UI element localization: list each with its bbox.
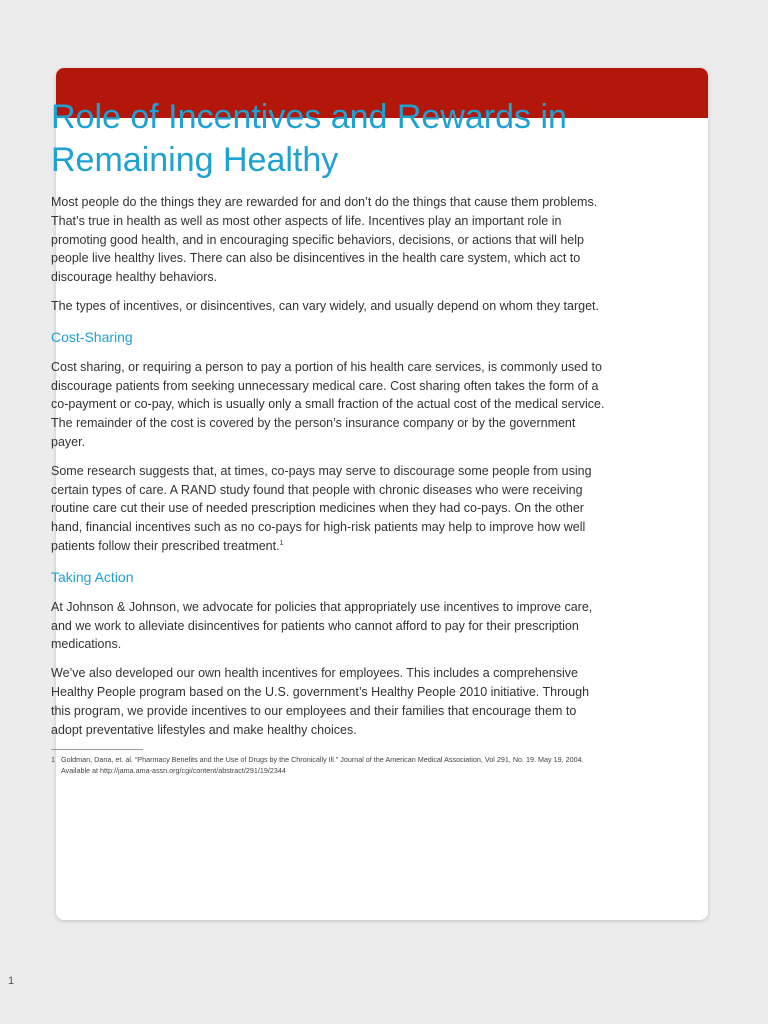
- footnote-text: Goldman, Dana, et. al. “Pharmacy Benefits and the Use of Drugs by the Chronically Ill.” Journal of the American Medical Association, Vol 291, No. 19. May 19, 2004. Available at http://jama.ama-assn.org/cgi/content/abstract/291/19/2344: [61, 755, 584, 776]
- intro-paragraph-1: Most people do the things they are rewarded for and don’t do the things that cause them problems. That’s true in health as well as most other aspects of life. Incentives play an important role in promoting good health, and in encouraging specific behaviors, decisions, or actions that will help people live healthy lives. There can also be disincentives in the health care system, which act to discourage healthy behaviors.: [51, 195, 598, 285]
- page-number: 1: [8, 975, 15, 987]
- cost-sharing-paragraph-2: [51, 462, 611, 556]
- cost-sharing-paragraph-1: Cost sharing, or requiring a person to pay a portion of his health care services, is commonly used to discourage patients from seeking unnecessary medical care. Cost sharing often takes the form of a co-payment or co-pay, which is usually only a small fraction of the actual cost of the medical service. The remainder of the cost is covered by the person’s insurance company or by the government payer.: [51, 359, 605, 449]
- footnote: [51, 754, 611, 776]
- footnote-divider: [51, 749, 143, 750]
- article: [51, 96, 611, 776]
- cost-sharing-paragraph-2-text: Some research suggests that, at times, co-pays may serve to discourage some people from using certain types of care. A RAND study found that people with chronic diseases who were receiving routine care cut their use of needed prescription medicines when they had co-pays. On the other hand, financial incentives such as no co-pays for high-risk patients may help to improve how well patients follow their prescribed treatment.: [51, 463, 592, 553]
- page-title: Role of Incentives and Rewards in Remaining Healthy: [51, 98, 567, 179]
- taking-action-paragraph-2: We’ve also developed our own health incentives for employees. This includes a comprehensive Healthy People program based on the U.S. government’s Healthy People 2010 initiative. Through this program, we provide incentives to our employees and their families that encourage them to adopt preventative lifestyles and make healthy choices.: [51, 666, 590, 737]
- section-heading-taking-action: Taking Action: [51, 568, 134, 585]
- section-heading-cost-sharing: Cost-Sharing: [51, 328, 133, 345]
- taking-action-paragraph-1: At Johnson & Johnson, we advocate for policies that appropriately use incentives to improve care, and we work to alleviate disincentives for patients who cannot afford to pay for their prescription medications.: [51, 599, 593, 652]
- footnote-number: 1: [51, 755, 55, 765]
- intro-paragraph-2: The types of incentives, or disincentives, can vary widely, and usually depend on whom they target.: [51, 298, 599, 313]
- footnote-reference: 1: [279, 539, 284, 547]
